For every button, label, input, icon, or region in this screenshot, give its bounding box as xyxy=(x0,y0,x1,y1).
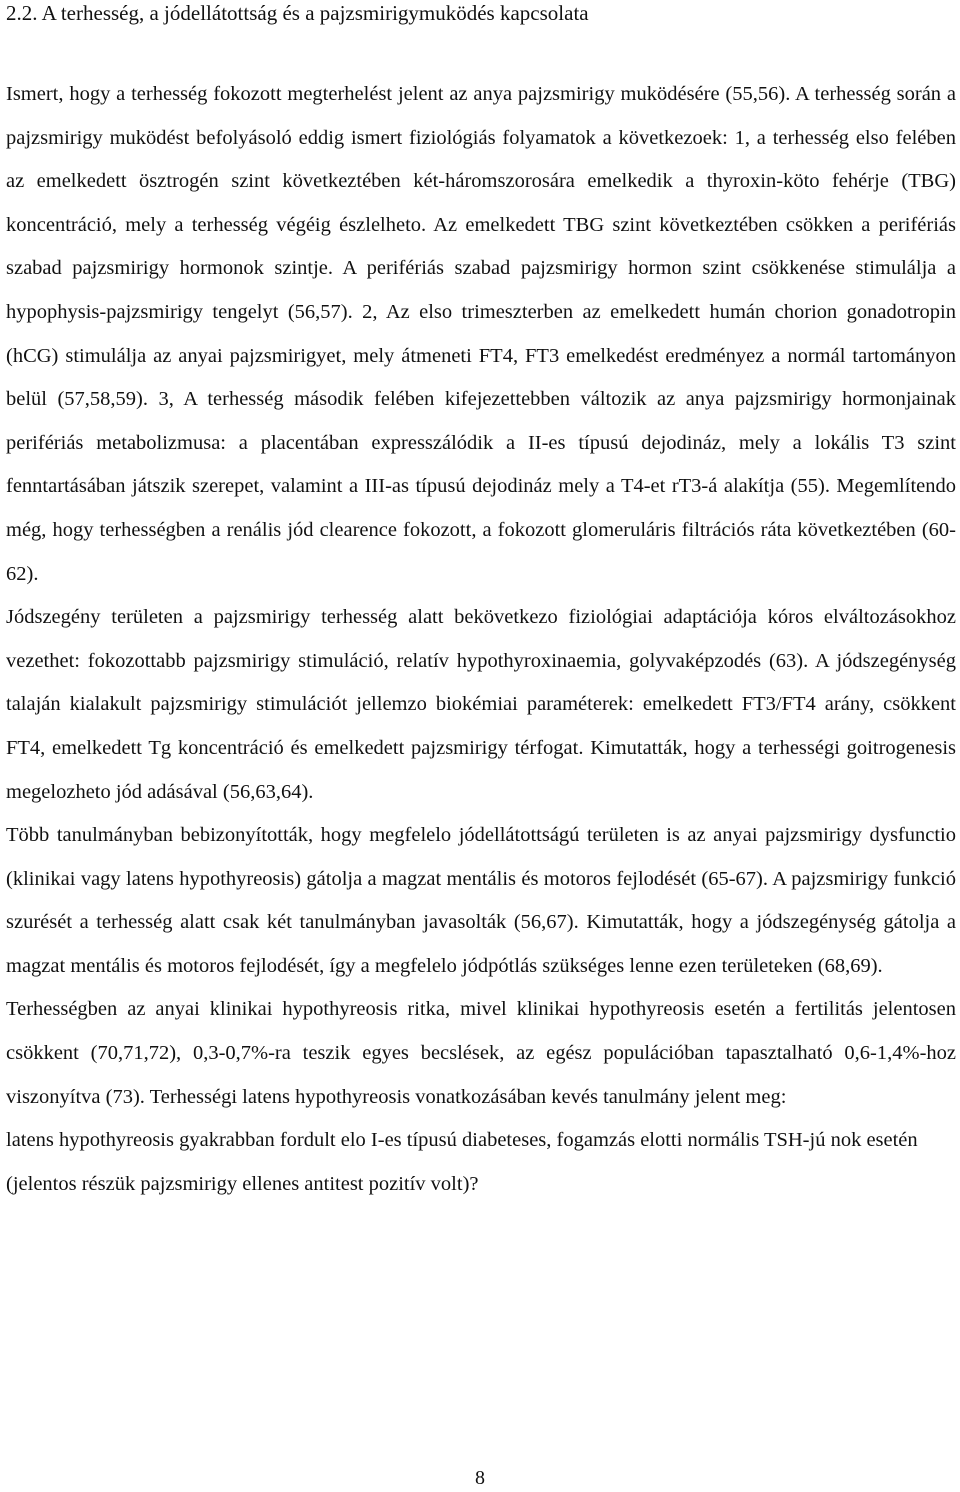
paragraph-latent-hypothyreosis: latens hypothyreosis gyakrabban fordult elo I-es típusú diabeteses, fogamzás elotti normális TSH-jú nok esetén (jelentos részük pajzsmirigy ellenes antitest pozitív volt)? xyxy=(6,1129,918,1195)
paragraph-thyroid-pregnancy-physiology: Ismert, hogy a terhesség fokozott megterhelést jelent az anya pajzsmirigy muködésére (55,56). A terhesség során a pajzsmirigy muködést befolyásoló eddig ismert fiziológiás folyamatok a következoek: 1, a terhesség elso felében az emelkedett ösztrogén szint következtében két-háromszorosára emelkedik a thyroxin-köto fehérje (TBG) koncentráció, mely a terhesség végéig észlelheto. Az emelkedett TBG szint következtében csökken a perifériás szabad pajzsmirigy hormonok szintje. A perifériás szabad pajzsmirigy hormon szint csökkenése stimulálja a hypophysis-pajzsmirigy tengelyt (56,57). 2, Az elso trimeszterben az emelkedett humán chorion gonadotropin (hCG) stimulálja az anyai pajzsmirigyet, mely átmeneti FT4, FT3 emelkedést eredményez a normál tartományon belül (57,58,59). 3, A terhesség második felében kifejezettebben változik az anya pajzsmirigy hormonjainak perifériás metabolizmusa: a placentában expresszálódik a II-es típusú dejodináz, mely a lokális T3 szint fenntartásában játszik szerepet, valamint a III-as típusú dejodináz mely a T4-et rT3-á alakítja (55). Megemlítendo még, hogy terhességben a renális jód clearence fokozott, a fokozott glomeruláris filtrációs ráta következtében (60-62). xyxy=(6,83,956,585)
document-body xyxy=(6,73,956,1206)
paragraph-fetal-development: Több tanulmányban bebizonyították, hogy megfelelo jódellátottságú területen is az anyai pajzsmirigy dysfunctio (klinikai vagy latens hypothyreosis) gátolja a magzat mentális és motoros fejlodését (65-67). A pajzsmirigy funkció szurését a terhesség alatt csak két tanulmányban javasolták (56,67). Kimutatták, hogy a jódszegénység gátolja a magzat mentális és motoros fejlodését, így a megfelelo jódpótlás szükséges lenne ezen területeken (68,69). xyxy=(6,824,956,977)
section-heading: 2.2. A terhesség, a jódellátottság és a pajzsmirigymuködés kapcsolata xyxy=(6,1,589,25)
paragraph-iodine-deficiency: Jódszegény területen a pajzsmirigy terhesség alatt bekövetkezo fiziológiai adaptációja kóros elváltozásokhoz vezethet: fokozottabb pajzsmirigy stimuláció, relatív hypothyroxinaemia, golyvaképzodés (63). A jódszegénység talaján kialakult pajzsmirigy stimulációt jellemzo biokémiai paraméterek: emelkedett FT3/FT4 arány, csökkent FT4, emelkedett Tg koncentráció és emelkedett pajzsmirigy térfogat. Kimutatták, hogy a terhességi goitrogenesis megelozheto jód adásával (56,63,64). xyxy=(6,606,956,803)
page-number: 8 xyxy=(475,1467,485,1489)
paragraph-hypothyreosis-prevalence: Terhességben az anyai klinikai hypothyreosis ritka, mivel klinikai hypothyreosis esetén a fertilitás jelentosen csökkent (70,71,72), 0,3-0,7%-ra teszik egyes becslések, az egész populációban tapasztalható 0,6-1,4%-hoz viszonyítva (73). Terhességi latens hypothyreosis vonatkozásában kevés tanulmány jelent meg: xyxy=(6,998,956,1108)
